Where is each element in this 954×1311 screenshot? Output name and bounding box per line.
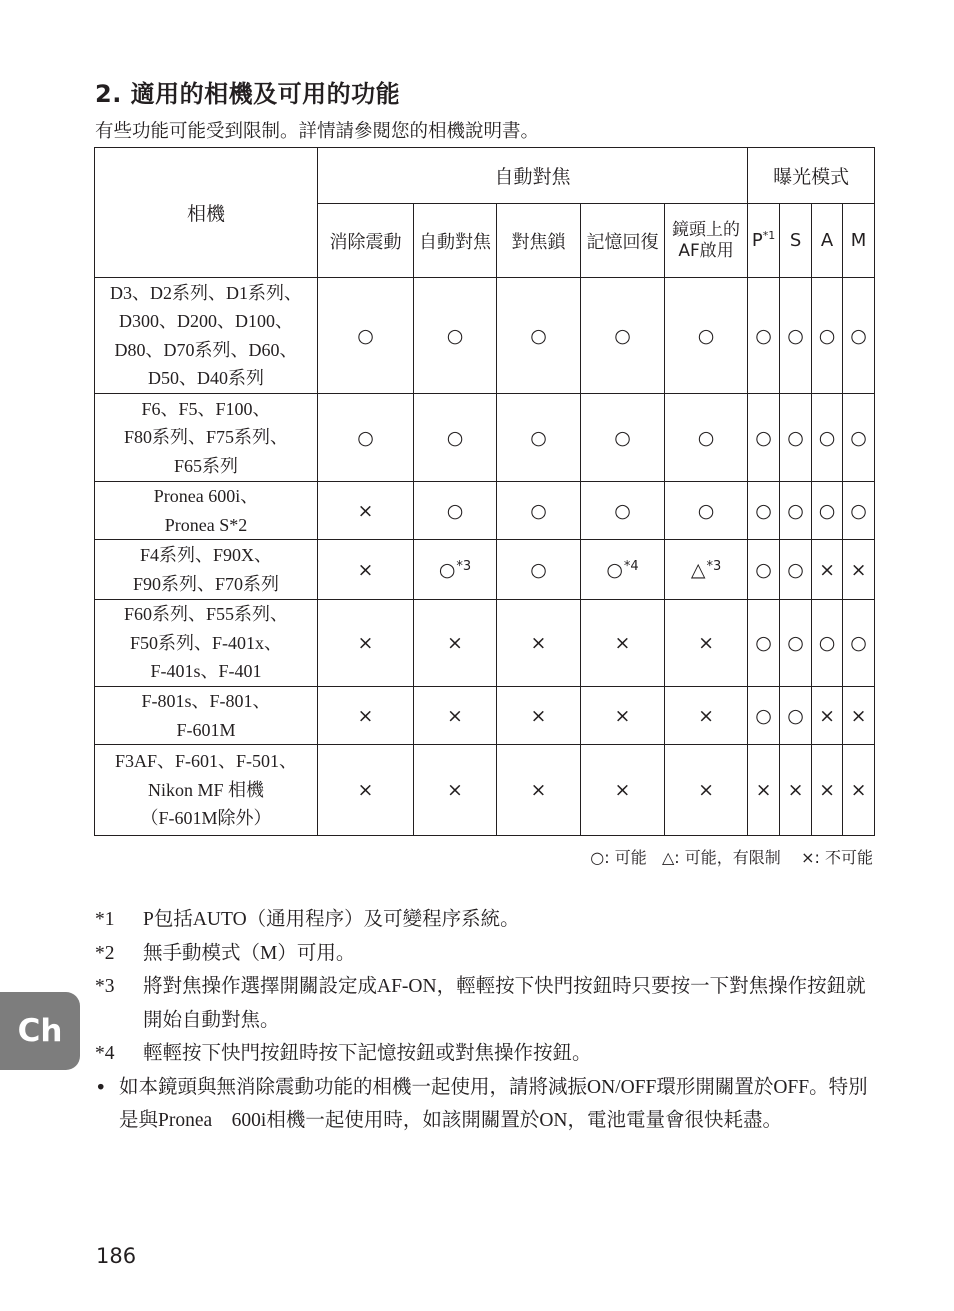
- compatibility-symbol: ×: [447, 632, 463, 654]
- compatibility-symbol: ○: [357, 426, 374, 449]
- compatibility-symbol: ○: [850, 499, 867, 522]
- compatibility-cell: [748, 394, 780, 482]
- compatibility-cell: [581, 687, 665, 745]
- compatibility-symbol: ○: [530, 426, 547, 449]
- bullet-text: 如本鏡頭與無消除震動功能的相機一起使用，請將減振ON/OFF環形開關置於OFF。特別是與Pronea 600i相機一起使用時，如該開關置於ON，電池電量會很快耗盡。: [119, 1076, 868, 1131]
- col-mode-p-note: *1: [762, 229, 776, 242]
- compatibility-symbol: ×: [530, 779, 547, 801]
- camera-header: 相機: [95, 148, 318, 278]
- compatibility-cell: [665, 687, 748, 745]
- compatibility-symbol: ○: [850, 324, 867, 347]
- compatibility-symbol: ○: [850, 426, 867, 449]
- col-lens-af-on: [665, 204, 748, 278]
- camera-name-cell: Pronea 600i、 Pronea S*2: [95, 482, 318, 540]
- compatibility-cell: [581, 278, 665, 394]
- compatibility-cell: [497, 482, 581, 540]
- compatibility-symbol: ○: [697, 499, 715, 522]
- intro-text: 有些功能可能受到限制。詳情請參閱您的相機說明書。: [95, 122, 540, 142]
- compatibility-cell: [497, 394, 581, 482]
- compatibility-symbol: ○: [787, 558, 804, 581]
- compatibility-symbol: ○: [697, 426, 715, 449]
- compatibility-cell: [497, 600, 581, 687]
- compatibility-cell: [665, 600, 748, 687]
- compatibility-symbol: ×: [819, 558, 836, 581]
- compatibility-cell: [812, 687, 843, 745]
- compatibility-cell: [414, 745, 497, 836]
- compatibility-cell: [414, 394, 497, 482]
- section-title: 2. 適用的相機及可用的功能: [95, 80, 401, 108]
- footnote-text: P包括AUTO（通用程序）及可變程序系統。: [143, 909, 520, 930]
- compatibility-cell: [414, 278, 497, 394]
- compatibility-cell: [318, 394, 414, 482]
- compatibility-cell: [665, 540, 748, 600]
- compatibility-cell: [318, 278, 414, 394]
- exposure-mode-group-header: 曝光模式: [748, 148, 875, 204]
- compatibility-cell: [843, 540, 875, 600]
- footnote-reference: *3: [456, 558, 472, 574]
- compatibility-cell: [780, 540, 812, 600]
- compatibility-cell: [497, 278, 581, 394]
- compatibility-cell: [581, 600, 665, 687]
- compatibility-cell: [780, 600, 812, 687]
- compatibility-symbol: ×: [530, 704, 547, 727]
- compatibility-symbol: ○: [755, 499, 772, 522]
- table-row: [95, 482, 875, 540]
- compatibility-symbol: ×: [850, 558, 867, 581]
- compatibility-symbol: ○: [530, 499, 547, 522]
- compatibility-cell: [414, 482, 497, 540]
- compatibility-symbol: ×: [357, 704, 374, 727]
- compatibility-symbol: ○: [614, 324, 631, 347]
- compatibility-cell: [318, 600, 414, 687]
- compatibility-cell: [780, 394, 812, 482]
- compatibility-cell: [748, 278, 780, 394]
- compatibility-symbol: ×: [357, 779, 374, 801]
- compatibility-symbol: ○: [787, 324, 804, 347]
- compatibility-cell: [843, 600, 875, 687]
- compatibility-cell: [843, 394, 875, 482]
- compatibility-symbol: ×: [819, 704, 836, 727]
- compatibility-cell: [497, 540, 581, 600]
- col-lens-af-on-line2: AF啟用: [678, 240, 734, 261]
- compatibility-cell: [843, 278, 875, 394]
- compatibility-symbol: ○: [614, 426, 631, 449]
- footnote: [95, 970, 875, 1037]
- compatibility-cell: [581, 540, 665, 600]
- footnote-mark: *1: [95, 909, 115, 930]
- col-mode-s: S: [780, 204, 812, 278]
- compatibility-cell: [497, 687, 581, 745]
- compatibility-cell: [748, 600, 780, 687]
- compatibility-cell: [581, 482, 665, 540]
- col-lens-af-on-line1: 鏡頭上的: [672, 219, 741, 240]
- compatibility-cell: [748, 482, 780, 540]
- footnote: [95, 937, 875, 971]
- footnote-mark: *3: [95, 976, 115, 997]
- footnote: [95, 1037, 875, 1071]
- compatibility-symbol: ○: [755, 324, 772, 347]
- compatibility-cell: [843, 745, 875, 836]
- compatibility-symbol: ○: [446, 499, 464, 522]
- compatibility-symbol: ○: [606, 558, 623, 581]
- compatibility-cell: [812, 540, 843, 600]
- compatibility-cell: [780, 745, 812, 836]
- compatibility-symbol: ×: [698, 632, 714, 654]
- compatibility-cell: [748, 687, 780, 745]
- camera-name-cell: F3AF、F-601、F-501、 Nikon MF 相機 （F-601M除外）: [95, 745, 318, 836]
- compatibility-cell: [665, 394, 748, 482]
- compatibility-symbol: ○: [755, 558, 772, 581]
- compatibility-cell: [780, 278, 812, 394]
- footnotes: [95, 903, 875, 1138]
- table-row: [95, 278, 875, 394]
- symbol-legend: ○: 可能 △: 可能，有限制 ×: 不可能: [590, 848, 873, 867]
- camera-name-cell: F60系列、F55系列、 F50系列、F-401x、 F-401s、F-401: [95, 600, 318, 687]
- compatibility-symbol: ×: [698, 779, 714, 801]
- compatibility-cell: [318, 687, 414, 745]
- compatibility-symbol: ○: [787, 632, 804, 654]
- footnote: [95, 903, 875, 937]
- compatibility-symbol: ×: [447, 779, 463, 801]
- compatibility-symbol: ○: [818, 632, 836, 654]
- compatibility-cell: [812, 745, 843, 836]
- compatibility-cell: [812, 394, 843, 482]
- compatibility-symbol: ○: [614, 499, 631, 522]
- compatibility-symbol: ×: [447, 704, 463, 727]
- bullet-note: [95, 1071, 875, 1138]
- compatibility-cell: [843, 482, 875, 540]
- bullet-icon: •: [95, 1075, 107, 1099]
- compatibility-symbol: ○: [818, 499, 836, 522]
- col-mode-m: M: [843, 204, 875, 278]
- compatibility-symbol: ×: [614, 632, 631, 654]
- compatibility-symbol: ×: [530, 632, 547, 654]
- compatibility-cell: [318, 540, 414, 600]
- footnote-text: 輕輕按下快門按鈕時按下記憶按鈕或對焦操作按鈕。: [143, 1043, 592, 1064]
- compatibility-symbol: ○: [787, 499, 804, 522]
- col-focus-lock: 對焦鎖: [497, 204, 581, 278]
- col-mode-p: [748, 204, 780, 278]
- compatibility-cell: [780, 482, 812, 540]
- compatibility-symbol: ×: [357, 632, 374, 654]
- col-mode-p-label: P: [751, 230, 763, 251]
- compatibility-symbol: ○: [357, 324, 374, 347]
- footnote-mark: *4: [95, 1043, 115, 1064]
- compatibility-cell: [497, 745, 581, 836]
- compatibility-symbol: ○: [818, 324, 836, 347]
- compatibility-symbol: ×: [755, 779, 772, 801]
- compatibility-cell: [665, 482, 748, 540]
- col-autofocus: 自動對焦: [414, 204, 497, 278]
- col-vibration-reduction: 消除震動: [318, 204, 414, 278]
- autofocus-group-header: 自動對焦: [318, 148, 748, 204]
- compatibility-symbol: ○: [818, 426, 836, 449]
- compatibility-cell: [318, 482, 414, 540]
- compatibility-symbol: ×: [614, 779, 631, 801]
- compatibility-cell: [414, 540, 497, 600]
- table-row: [95, 687, 875, 745]
- col-memory-recall: 記憶回復: [581, 204, 665, 278]
- compatibility-cell: [780, 687, 812, 745]
- page-number: 186: [96, 1244, 137, 1268]
- compatibility-symbol: ○: [787, 704, 804, 727]
- compatibility-cell: [581, 394, 665, 482]
- compatibility-cell: [812, 600, 843, 687]
- compatibility-cell: [318, 745, 414, 836]
- compatibility-symbol: ○: [850, 632, 867, 654]
- compatibility-symbol: ○: [755, 704, 772, 727]
- compatibility-symbol: ×: [850, 779, 867, 801]
- compatibility-symbol: ○: [530, 558, 547, 581]
- compatibility-cell: [665, 278, 748, 394]
- table-row: [95, 745, 875, 836]
- footnote-text: 將對焦操作選擇開關設定成AF-ON，輕輕按下快門按鈕時只要按一下對焦操作按鈕就開始自動對焦。: [143, 976, 866, 1031]
- compatibility-symbol: △: [690, 558, 706, 581]
- compatibility-symbol: ×: [850, 704, 867, 727]
- camera-name-cell: F6、F5、F100、 F80系列、F75系列、 F65系列: [95, 394, 318, 482]
- footnote-reference: *3: [706, 558, 722, 574]
- compatibility-symbol: ×: [819, 779, 836, 801]
- compatibility-symbol: ○: [697, 324, 715, 347]
- compatibility-cell: [843, 687, 875, 745]
- compatibility-cell: [812, 278, 843, 394]
- compatibility-cell: [665, 745, 748, 836]
- footnote-mark: *2: [95, 942, 115, 964]
- compatibility-symbol: ×: [614, 704, 631, 727]
- compatibility-table: [94, 147, 875, 836]
- compatibility-symbol: ×: [698, 704, 714, 727]
- language-tab: Ch: [0, 992, 80, 1070]
- compatibility-symbol: ○: [438, 558, 456, 581]
- compatibility-cell: [748, 540, 780, 600]
- compatibility-symbol: ×: [787, 779, 804, 801]
- compatibility-symbol: ×: [357, 499, 374, 522]
- camera-name-cell: F-801s、F-801、 F-601M: [95, 687, 318, 745]
- compatibility-cell: [581, 745, 665, 836]
- compatibility-symbol: ○: [755, 632, 772, 654]
- compatibility-symbol: ○: [530, 324, 547, 347]
- compatibility-cell: [748, 745, 780, 836]
- compatibility-symbol: ○: [755, 426, 772, 449]
- compatibility-symbol: ○: [787, 426, 804, 449]
- table-row: [95, 394, 875, 482]
- compatibility-cell: [414, 600, 497, 687]
- compatibility-cell: [812, 482, 843, 540]
- table-row: [95, 600, 875, 687]
- footnote-text: 無手動模式（M）可用。: [143, 942, 356, 964]
- compatibility-symbol: ○: [446, 426, 464, 449]
- footnote-reference: *4: [623, 558, 639, 574]
- compatibility-symbol: ○: [446, 324, 464, 347]
- compatibility-symbol: ×: [357, 558, 374, 581]
- table-row: [95, 540, 875, 600]
- camera-name-cell: D3、D2系列、D1系列、 D300、D200、D100、 D80、D70系列、D60、 D50、D40系列: [95, 278, 318, 394]
- camera-name-cell: F4系列、F90X、 F90系列、F70系列: [95, 540, 318, 600]
- compatibility-cell: [414, 687, 497, 745]
- col-mode-a: A: [812, 204, 843, 278]
